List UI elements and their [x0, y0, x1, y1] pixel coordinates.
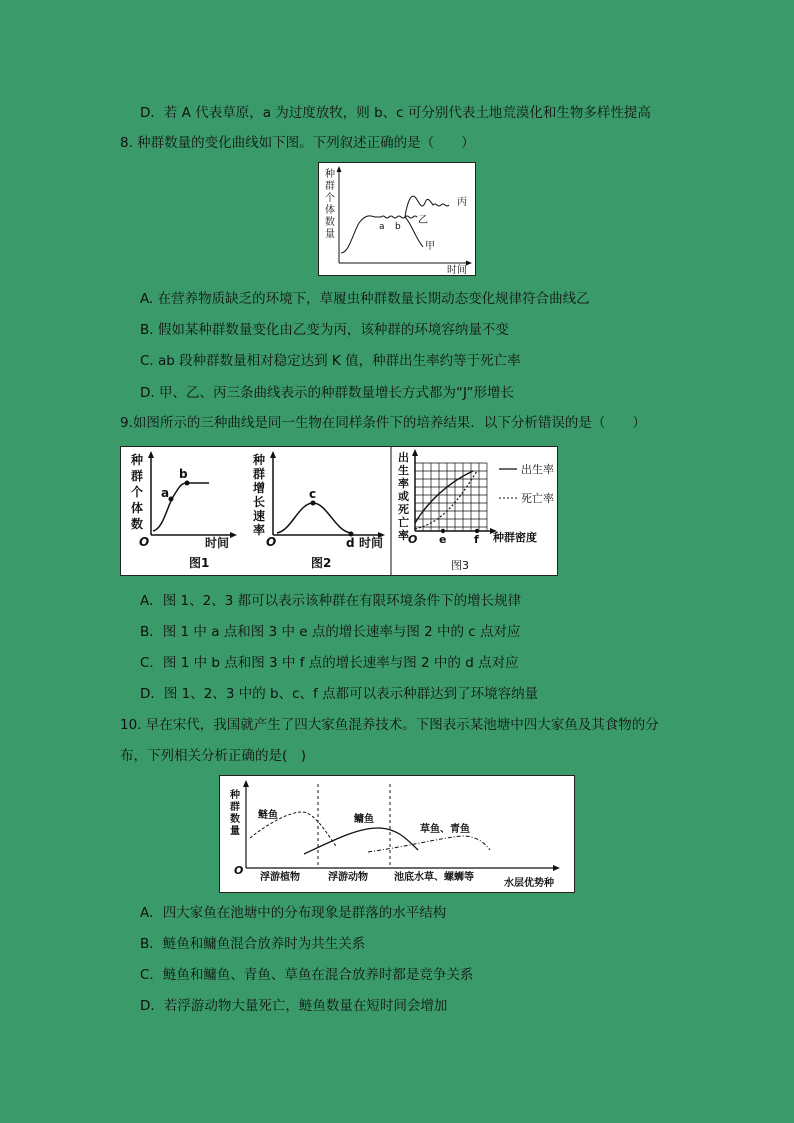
q9-fig1-ylabel-2: 个: [131, 485, 144, 499]
q9-fig2-ylabel-3: 长: [253, 495, 266, 509]
q9-fig3-ylabel-0: 出: [398, 451, 409, 464]
q9-fig2-label-c: c: [309, 487, 317, 501]
q8-label-a: a: [379, 222, 385, 232]
q9-fig3-origin: O: [408, 533, 418, 546]
q9-fig2-xlabel: 时间: [359, 536, 384, 550]
q8-ylabel-4: 数: [325, 217, 335, 228]
q10-origin: O: [234, 864, 244, 877]
q10-curve-grass-black-carp: [368, 836, 490, 852]
q9-fig3-ylabel-6: 率: [398, 529, 409, 542]
q10-ylabel-1: 群: [230, 802, 240, 813]
q9-fig3-caption: 图3: [451, 559, 469, 572]
q9-fig3-ylabel-1: 生: [398, 464, 409, 477]
q10-stem-line1: 10. 早在宋代，我国就产生了四大家鱼混养技术。下图表示某池塘中四大家鱼及其食物的分: [120, 717, 659, 733]
q9-fig1-label-b: b: [179, 467, 188, 481]
q9-fig3-ylabel-5: 亡: [398, 516, 409, 529]
q10-option-b: B．鲢鱼和鳙鱼混合放养时为共生关系: [140, 936, 366, 952]
q10-zone-3: 池底水草、螺蛳等: [394, 872, 474, 883]
q9-fig1: [130, 451, 237, 570]
q8-option-b: B. 假如某种群数量变化由乙变为丙，该种群的环境容纳量不变: [140, 322, 509, 338]
q8-stem: 8. 种群数量的变化曲线如下图。下列叙述正确的是（ ）: [120, 135, 475, 151]
q10-label-silver-carp: 鲢鱼: [258, 810, 278, 821]
q9-fig3-death-curve: [415, 471, 477, 529]
q9-fig1-point-a: [169, 497, 174, 502]
q9-fig1-ylabel-1: 群: [131, 469, 144, 483]
q9-fig3-label-f: f: [474, 533, 479, 546]
q10-label-grass-black-carp: 草鱼、青鱼: [420, 824, 470, 835]
q8-label-bing: 丙: [457, 197, 467, 208]
q9-fig2: [252, 451, 385, 570]
q8-curve-ab: [381, 216, 405, 218]
q8-option-a: A. 在营养物质缺乏的环境下，草履虫种群数量长期动态变化规律符合曲线乙: [140, 291, 590, 307]
q10-label-bighead-carp: 鳙鱼: [354, 814, 374, 825]
q10-ylabel-2: 数: [230, 814, 240, 825]
q9-fig2-ylabel-5: 率: [253, 523, 266, 537]
q9-fig1-ylabel-3: 体: [131, 501, 144, 515]
q9-fig2-caption: 图2: [311, 556, 332, 570]
q9-fig1-xlabel: 时间: [205, 536, 230, 550]
q8-curve-base: [341, 216, 381, 253]
q9-fig3-ylabel-4: 死: [398, 503, 409, 516]
q10-option-c: C．鲢鱼和鳙鱼、青鱼、草鱼在混合放养时都是竞争关系: [140, 967, 474, 983]
q10-ylabel-3: 量: [230, 826, 240, 837]
q8-option-c: C. ab 段种群数量相对稳定达到 K 值，种群出生率约等于死亡率: [140, 353, 521, 369]
q8-ylabel-2: 个: [325, 193, 335, 204]
q9-fig1-caption: 图1: [189, 556, 210, 570]
q10-option-a: A．四大家鱼在池塘中的分布现象是群落的水平结构: [140, 905, 447, 921]
q8-curve-bing: [405, 196, 449, 217]
q8-figure: [318, 162, 476, 276]
q8-xlabel: 时间: [447, 265, 467, 275]
q10-stem-line2: 布，下列相关分析正确的是( ): [120, 748, 307, 764]
q9-fig2-ylabel-0: 种: [253, 453, 266, 467]
q8-ylabel-1: 群: [325, 181, 335, 192]
q10-ylabel-0: 种: [230, 790, 240, 801]
q9-fig2-point-c: [311, 501, 316, 506]
q9-fig1-point-b: [185, 481, 190, 486]
q10-zone-1: 浮游植物: [260, 872, 300, 883]
q9-fig1-origin: O: [139, 535, 150, 549]
q9-fig3-legend-death: 死亡率: [521, 492, 554, 505]
q9-fig2-ylabel-2: 增: [253, 481, 266, 495]
q8-curve-yi: [405, 216, 417, 218]
q9-fig2-ylabel-4: 速: [253, 509, 266, 523]
q8-ylabel-0: 种: [325, 169, 335, 180]
q9-fig2-ylabel-1: 群: [253, 467, 266, 481]
q9-fig1-ylabel-0: 种: [131, 453, 144, 467]
q10-zone-2: 浮游动物: [328, 872, 368, 883]
q9-fig3-ylabel-2: 率: [398, 477, 409, 490]
q10-curve-bighead-carp: [304, 828, 418, 854]
q7-option-d: D．若 A 代表草原，a 为过度放牧，则 b、c 可分别代表土地荒漠化和生物多样性提高: [140, 105, 651, 121]
q9-fig3-ylabel-3: 或: [398, 490, 409, 503]
q9-option-c: C．图 1 中 b 点和图 3 中 f 点的增长速率与图 2 中的 d 点对应: [140, 655, 519, 671]
q9-fig3-legend-birth: 出生率: [521, 463, 554, 476]
q8-label-jia: 甲: [425, 241, 435, 252]
q10-option-d: D．若浮游动物大量死亡，鲢鱼数量在短时间会增加: [140, 998, 448, 1014]
q9-fig1-label-a: a: [161, 486, 170, 500]
q10-xlabel: 水层优势种: [504, 878, 554, 889]
q9-fig2-label-d: d: [346, 536, 355, 550]
q9-fig3-xlabel: 种群密度: [493, 531, 537, 544]
q9-option-d: D．图 1、2、3 中的 b、c、f 点都可以表示种群达到了环境容纳量: [140, 686, 539, 702]
q9-figure: [120, 446, 558, 576]
q9-fig2-curve: [277, 503, 351, 533]
q9-fig3: [398, 449, 554, 572]
q9-option-a: A．图 1、2、3 都可以表示该种群在有限环境条件下的增长规律: [140, 593, 522, 609]
q8-label-b: b: [395, 222, 401, 232]
q8-ylabel-5: 量: [325, 229, 335, 240]
q9-stem: 9.如图所示的三种曲线是同一生物在同样条件下的培养结果．以下分析错误的是（ ）: [120, 415, 646, 431]
q9-fig3-label-e: e: [439, 533, 447, 546]
q8-label-yi: 乙: [418, 215, 428, 226]
q9-option-b: B．图 1 中 a 点和图 3 中 e 点的增长速率与图 2 中的 c 点对应: [140, 624, 521, 640]
q9-fig2-origin: O: [266, 535, 277, 549]
q8-ylabel-3: 体: [325, 205, 335, 216]
q10-figure: [219, 775, 575, 893]
q8-option-d: D. 甲、乙、丙三条曲线表示的种群数量增长方式都为“J”形增长: [140, 385, 515, 401]
q9-fig1-ylabel-4: 数: [131, 517, 144, 531]
